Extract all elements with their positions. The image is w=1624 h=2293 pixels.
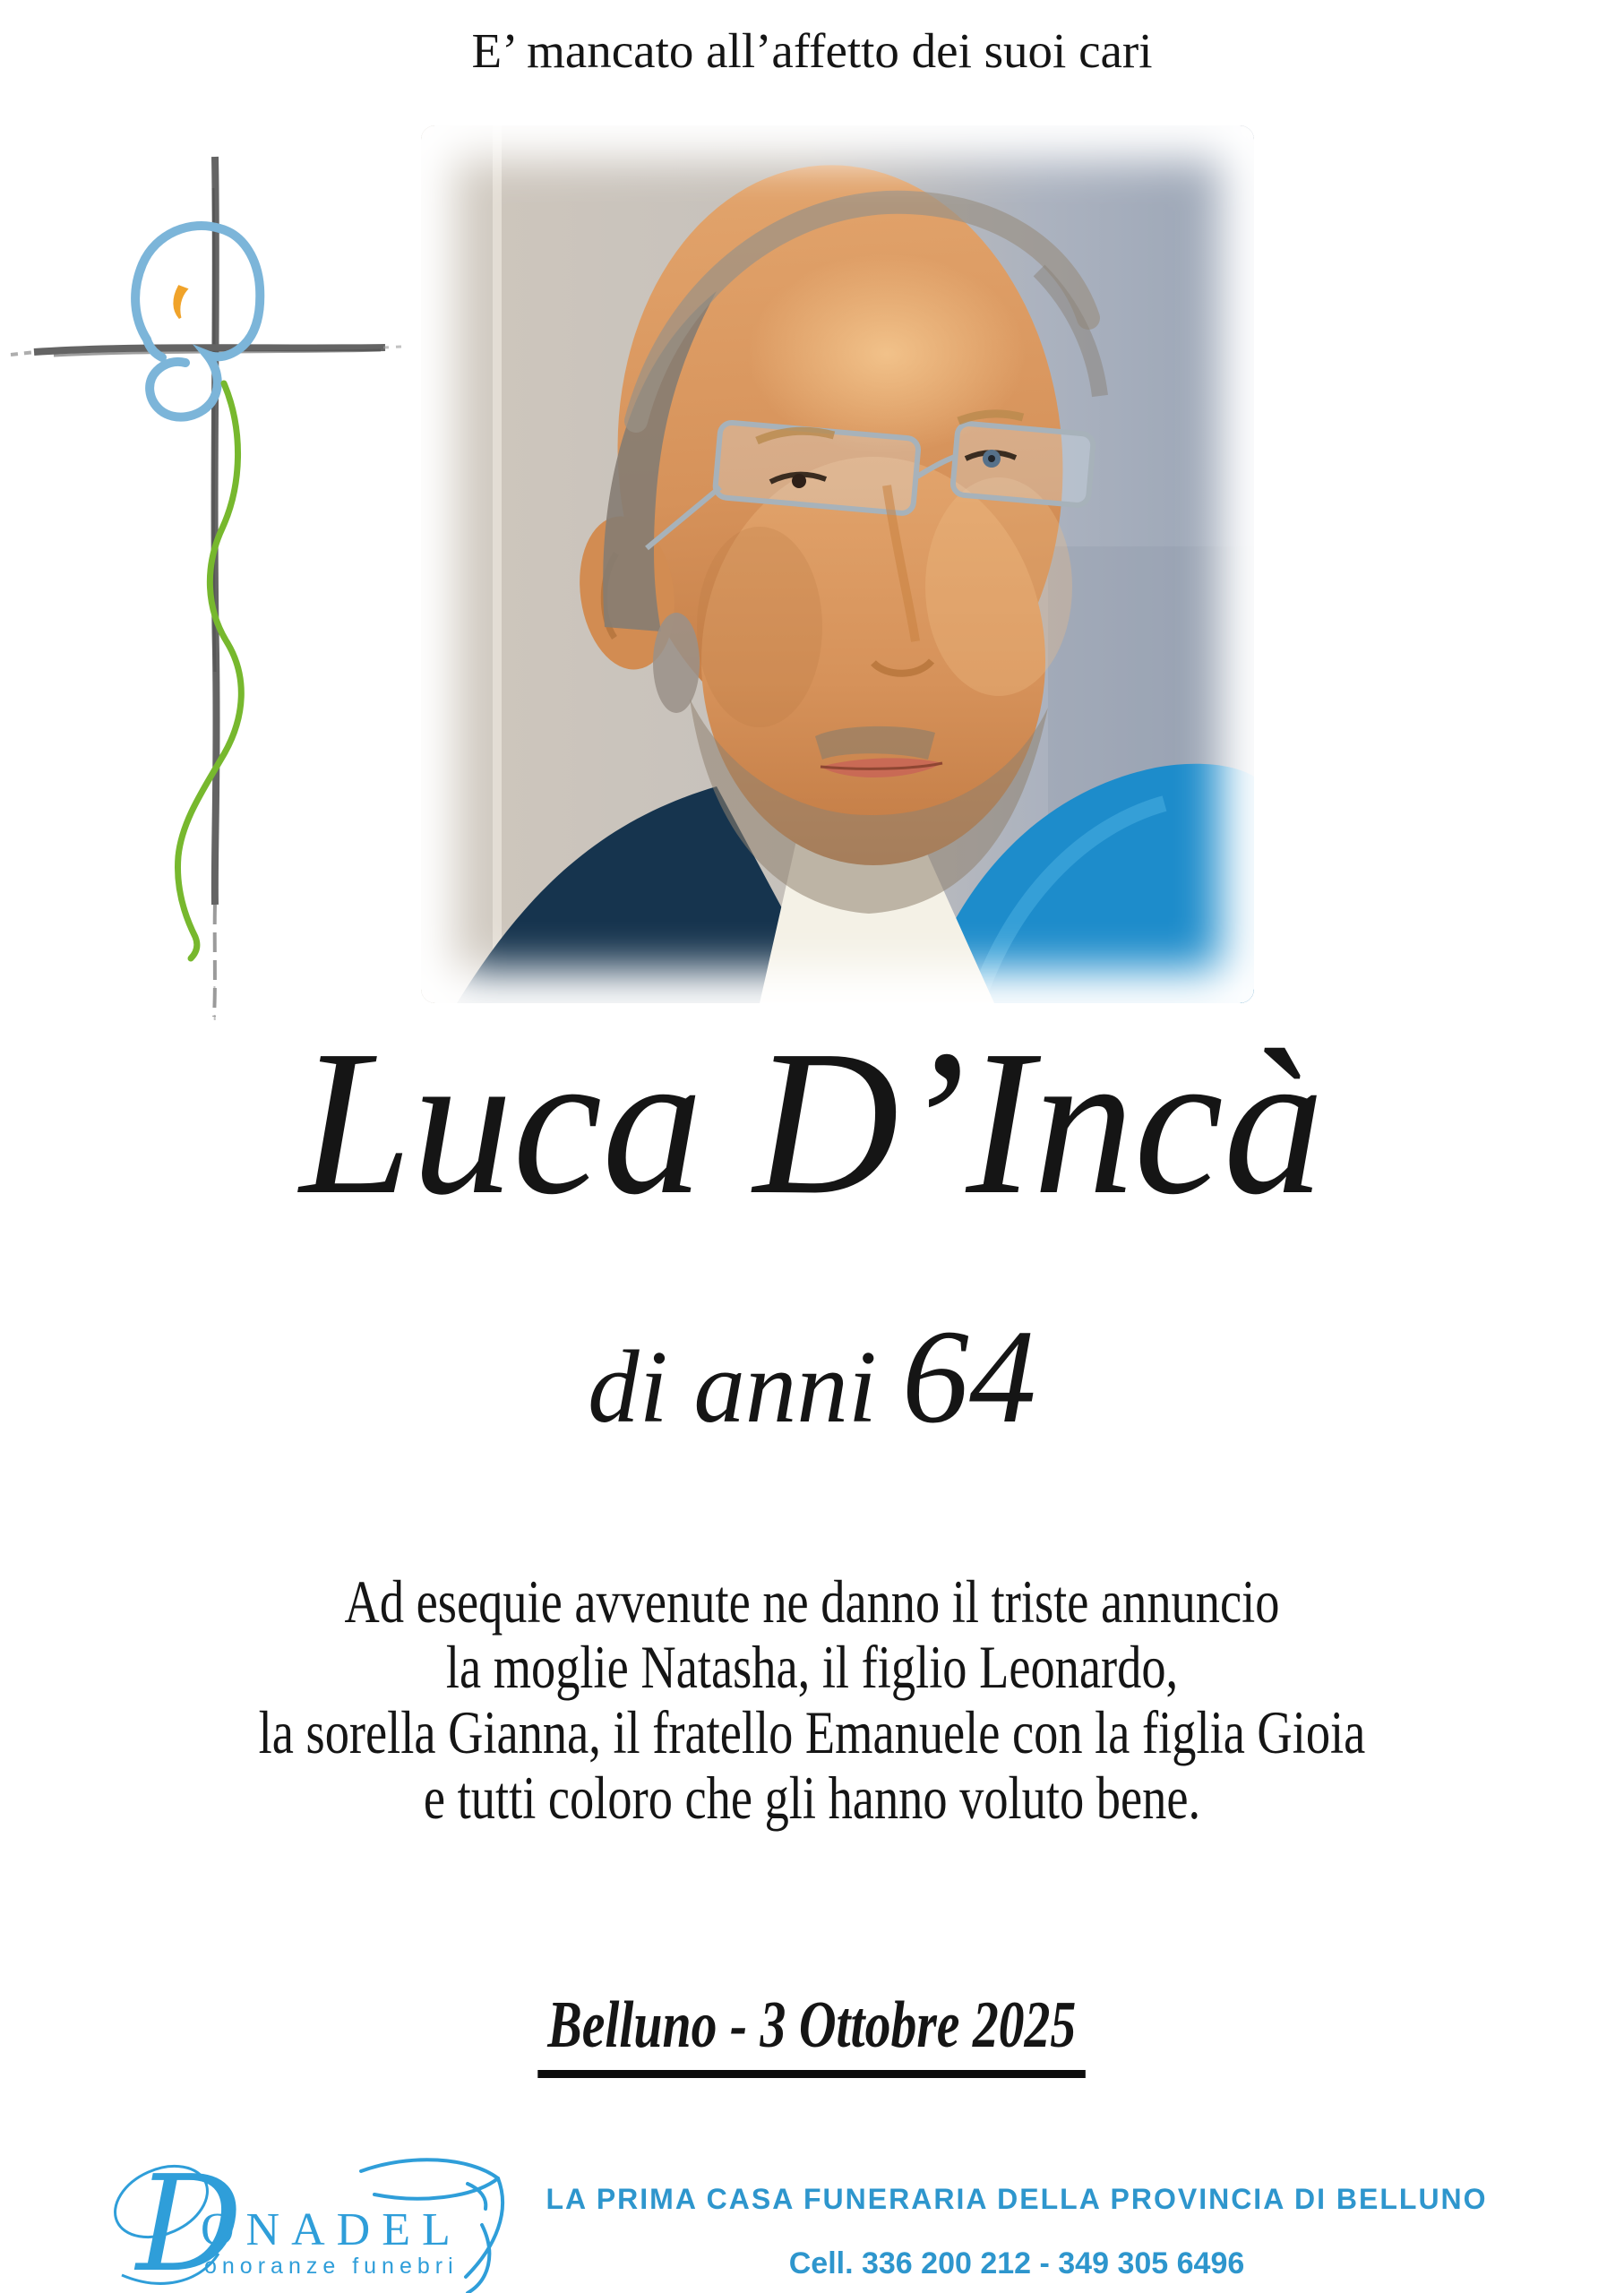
- footer-tagline: LA PRIMA CASA FUNERARIA DELLA PROVINCIA DI BELLUNO: [546, 2183, 1488, 2215]
- wall-corner: [493, 125, 502, 1003]
- announcement-line: la moglie Natasha, il figlio Leonardo,: [445, 1633, 1179, 1701]
- announcement-paragraph: [162, 1569, 1461, 1831]
- donadel-logo: [106, 2150, 509, 2293]
- cross-vertical-bar: [213, 157, 217, 1026]
- intro-line: E’ mancato all’affetto dei suoi cari: [471, 23, 1153, 78]
- footer-phone: Cell. 336 200 212 - 349 305 6496: [788, 2246, 1245, 2280]
- vine-stem: [177, 383, 241, 958]
- calla-lily-icon: [135, 226, 260, 417]
- deceased-name: Luca D’Incà: [299, 1008, 1325, 1238]
- age-value: 64: [901, 1302, 1036, 1451]
- date-row: [0, 1988, 1624, 2078]
- cross-with-calla-lily-icon: [0, 134, 403, 1030]
- logo-wordmark: ONADEL: [201, 2204, 462, 2255]
- announcement-line: e tutti coloro che gli hanno voluto bene.: [423, 1764, 1201, 1832]
- place-date-line: Belluno - 3 Ottobre 2025: [538, 1992, 1087, 2078]
- sideburn: [653, 613, 700, 713]
- portrait-photo: [421, 125, 1254, 1003]
- lily-spadix: [175, 287, 186, 318]
- announcement-line: Ad esequie avvenute ne danno il triste annuncio: [344, 1567, 1280, 1636]
- funeral-home-logo: [106, 2150, 509, 2293]
- logo-initial: D: [136, 2150, 243, 2293]
- age-line: [0, 1302, 1624, 1455]
- footer-contact-block: [502, 2182, 1532, 2281]
- logo-subtitle: onoranze funebri: [204, 2254, 459, 2279]
- age-prefix: di anni: [588, 1330, 877, 1444]
- portrait-illustration: [421, 125, 1254, 1003]
- cross-illustration: [0, 134, 403, 1030]
- announcement-line: la sorella Gianna, il fratello Emanuele con la figlia Gioia: [258, 1698, 1366, 1766]
